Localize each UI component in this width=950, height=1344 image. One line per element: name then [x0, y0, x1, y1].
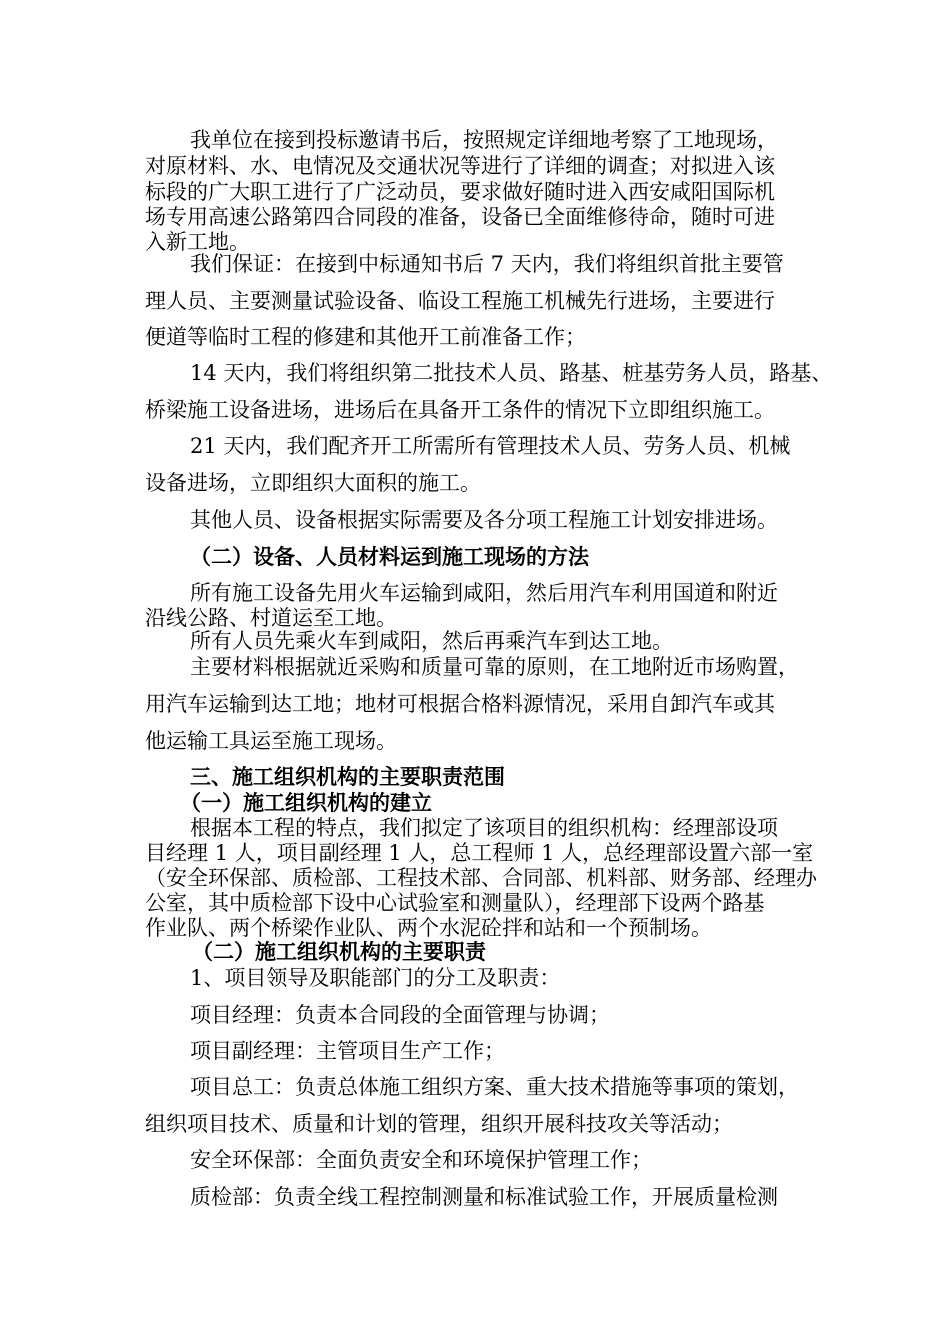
- paragraph-line: 他运输工具运至施工现场。: [145, 729, 397, 753]
- paragraph-line: 标段的广大职工进行了广泛动员，要求做好随时进入西安咸阳国际机: [145, 180, 775, 204]
- paragraph-line: （安全环保部、质检部、工程技术部、合同部、机料部、财务部、经理办: [145, 866, 817, 890]
- paragraph-line: 组织项目技术、质量和计划的管理，组织开展科技攻关等活动；: [145, 1112, 733, 1136]
- paragraph-line: 场专用高速公路第四合同段的准备，设备已全面维修待命，随时可进: [145, 205, 775, 229]
- paragraph-line: 目经理 1 人，项目副经理 1 人，总工程师 1 人，总经理部设置六部一室: [145, 841, 814, 865]
- paragraph-line: 质检部：负责全线工程控制测量和标准试验工作，开展质量检测: [190, 1185, 778, 1209]
- paragraph-line: 设备进场，立即组织大面积的施工。: [145, 471, 481, 495]
- paragraph-line: 沿线公路、村道运至工地。: [145, 606, 397, 630]
- paragraph-line: 14 天内，我们将组织第二批技术人员、路基、桩基劳务人员，路基、: [190, 361, 833, 385]
- paragraph-line: 1、项目领导及职能部门的分工及职责：: [190, 966, 561, 990]
- paragraph-line: 入新工地。: [145, 230, 250, 254]
- paragraph-line: 主要材料根据就近采购和质量可靠的原则，在工地附近市场购置，: [190, 655, 799, 679]
- paragraph-line: 桥梁施工设备进场，进场后在具备开工条件的情况下立即组织施工。: [145, 398, 775, 422]
- paragraph-line: 我们保证：在接到中标通知书后 7 天内，我们将组织首批主要管: [190, 252, 784, 276]
- paragraph-line: 公室，其中质检部下设中心试验室和测量队），经理部下设两个路基: [145, 891, 765, 915]
- paragraph-line: 我单位在接到投标邀请书后，按照规定详细地考察了工地现场，: [190, 128, 778, 152]
- section-heading: （二）施工组织机构的主要职责: [192, 940, 486, 964]
- section-heading: （一）施工组织机构的建立: [180, 791, 432, 815]
- paragraph-line: 安全环保部：全面负责安全和环境保护管理工作；: [190, 1148, 652, 1172]
- paragraph-line: 所有施工设备先用火车运输到咸阳，然后用汽车利用国道和附近: [190, 581, 778, 605]
- section-heading: （二）设备、人员材料运到施工现场的方法: [190, 545, 589, 569]
- paragraph-line: 所有人员先乘火车到咸阳，然后再乘汽车到达工地。: [190, 629, 673, 653]
- chapter-heading: 三、施工组织机构的主要职责范围: [190, 765, 505, 789]
- paragraph-line: 理人员、主要测量试验设备、临设工程施工机械先行进场，主要进行: [145, 289, 775, 313]
- paragraph-line: 项目副经理：主管项目生产工作；: [190, 1039, 505, 1063]
- paragraph-line: 对原材料、水、电情况及交通状况等进行了详细的调查；对拟进入该: [145, 154, 775, 178]
- paragraph-line: 项目总工：负责总体施工组织方案、重大技术措施等事项的策划，: [190, 1075, 799, 1099]
- paragraph-line: 便道等临时工程的修建和其他开工前准备工作；: [145, 325, 586, 349]
- paragraph-line: 21 天内，我们配齐开工所需所有管理技术人员、劳务人员、机械: [190, 434, 791, 458]
- paragraph-line: 用汽车运输到达工地；地材可根据合格料源情况，采用自卸汽车或其: [145, 692, 775, 716]
- paragraph-line: 其他人员、设备根据实际需要及各分项工程施工计划安排进场。: [190, 508, 778, 532]
- paragraph-line: 作业队、两个桥梁作业队、两个水泥砼拌和站和一个预制场。: [145, 916, 712, 940]
- paragraph-line: 根据本工程的特点，我们拟定了该项目的组织机构：经理部设项: [190, 816, 778, 840]
- paragraph-line: 项目经理：负责本合同段的全面管理与协调；: [190, 1003, 610, 1027]
